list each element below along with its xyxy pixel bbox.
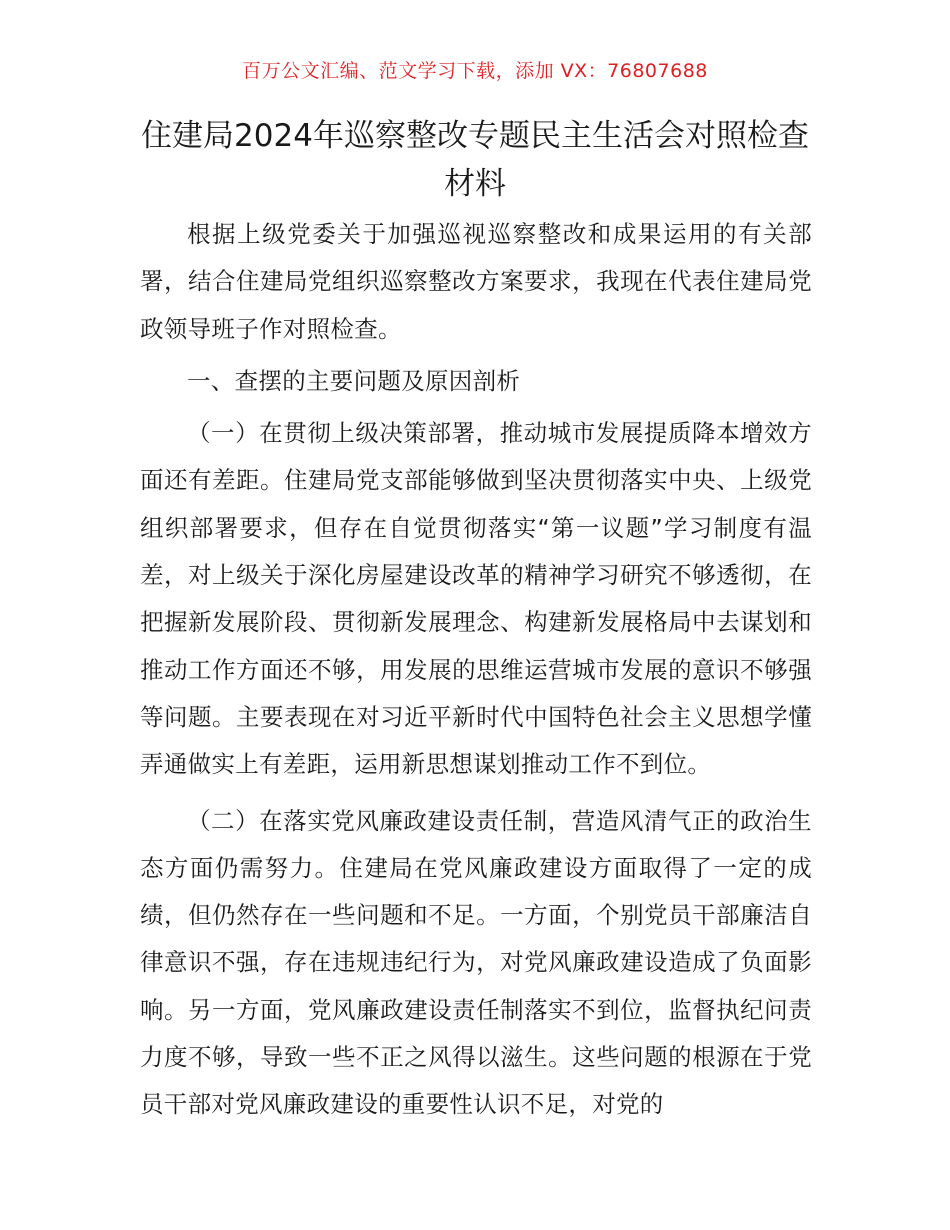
intro-paragraph: 根据上级党委关于加强巡视巡察整改和成果运用的有关部署，结合住建局党组织巡察整改方案要求，我现在代表住建局党政领导班子作对照检查。	[140, 220, 812, 343]
paragraph-item-2: （二）在落实党风廉政建设责任制，营造风清气正的政治生态方面仍需努力。住建局在党风廉政建设方面取得了一定的成绩，但仍然存在一些问题和不足。一方面，个别党员干部廉洁自律意识不强，存在违规违纪行为，对党风廉政建设造成了负面影响。另一方面，党风廉政建设责任制落实不到位，监督执纪问责力度不够，导致一些不正之风得以滋生。这些问题的根源在于党员干部对党风廉政建设的重要性认识不足，对党的	[140, 806, 812, 1119]
document-title: 住建局2024年巡察整改专题民主生活会对照检查材料	[141, 118, 809, 202]
section-heading: 一、查摆的主要问题及原因剖析	[187, 366, 521, 395]
document-body	[140, 211, 812, 1129]
watermark-banner: 百万公文汇编、范文学习下载，添加 VX：76807688	[242, 60, 708, 82]
paragraph-item-1: （一）在贯彻上级决策部署，推动城市发展提质降本增效方面还有差距。住建局党支部能够做到坚决贯彻落实中央、上级党组织部署要求，但存在自觉贯彻落实“第一议题”学习制度有温差，对上级关于深化房屋建设改革的精神学习研究不够透彻，在把握新发展阶段、贯彻新发展理念、构建新发展格局中去谋划和推动工作方面还不够，用发展的思维运营城市发展的意识不够强等问题。主要表现在对习近平新时代中国特色社会主义思想学懂弄通做实上有差距，运用新思想谋划推动工作不到位。	[140, 419, 812, 779]
